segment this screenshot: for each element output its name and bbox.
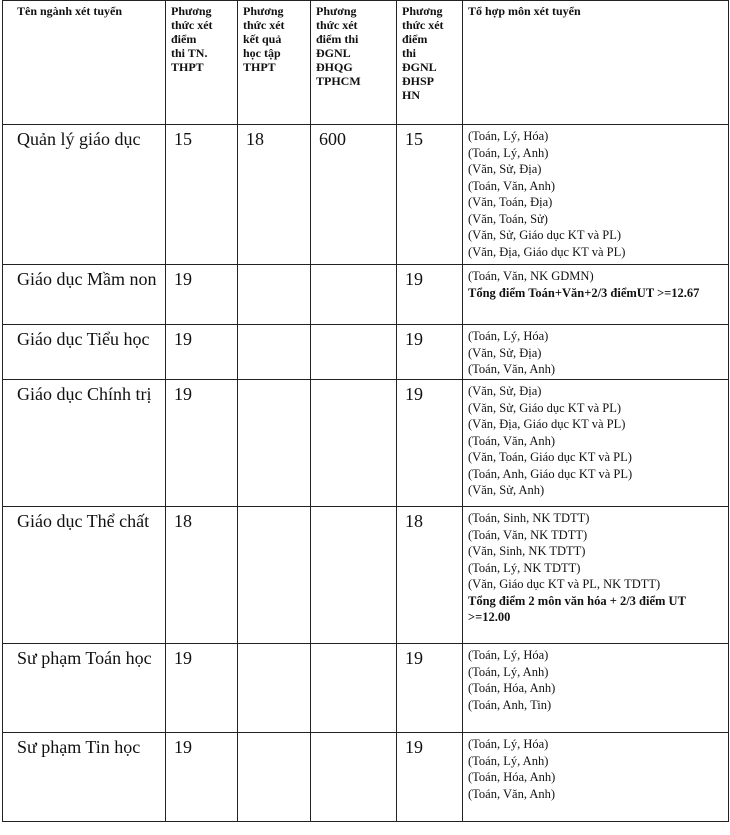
score-cell-m1: 19	[166, 733, 238, 822]
score-cell-m3	[311, 507, 397, 644]
combination-item: (Văn, Toán, Giáo dục KT và PL)	[468, 450, 632, 464]
combination-item: (Văn, Sinh, NK TDTT)	[468, 544, 586, 558]
subject-combinations-cell	[463, 380, 729, 507]
combination-item: (Toán, Anh, Giáo dục KT và PL)	[468, 466, 633, 481]
score-cell-m4: 15	[397, 125, 463, 265]
combination-item: (Văn, Sử, Giáo dục KT và PL)	[468, 228, 622, 242]
combination-item: (Toán, Lý, Hóa)	[468, 329, 549, 343]
combination-item: (Toán, Văn, Anh)	[468, 786, 556, 801]
subject-combinations-cell	[463, 125, 729, 265]
subject-combinations-cell	[463, 325, 729, 380]
header-program-name: Tên ngành xét tuyển	[3, 1, 166, 125]
score-cell-m3: 600	[311, 125, 397, 265]
score-cell-m3	[311, 325, 397, 380]
program-name-cell: Giáo dục Mầm non	[3, 265, 166, 325]
program-name-cell: Sư phạm Tin học	[3, 733, 166, 822]
header-line: thi	[402, 46, 417, 60]
score-cell-m1: 19	[166, 380, 238, 507]
subject-combinations-cell	[463, 733, 729, 822]
table-row	[3, 507, 729, 644]
score-cell-m4: 19	[397, 325, 463, 380]
score-cell-m4: 19	[397, 265, 463, 325]
score-cell-m3	[311, 733, 397, 822]
combination-item: (Toán, Anh, Tin)	[468, 697, 552, 712]
header-line: THPT	[171, 60, 204, 74]
score-cell-m1: 19	[166, 325, 238, 380]
score-cell-m2	[238, 325, 311, 380]
combination-item: (Toán, Lý, Anh)	[468, 664, 549, 679]
combination-item: (Văn, Sử, Địa)	[468, 345, 542, 360]
header-line: điểm	[171, 32, 197, 46]
combination-item: (Toán, Lý, Anh)	[468, 145, 549, 160]
combination-item: (Văn, Toán, Sử)	[468, 211, 548, 226]
table-row	[3, 265, 729, 325]
score-cell-m1: 18	[166, 507, 238, 644]
admission-score-table	[2, 0, 729, 822]
score-cell-m2	[238, 733, 311, 822]
combination-item: (Toán, Văn, Anh)	[468, 433, 556, 448]
score-cell-m3	[311, 380, 397, 507]
combination-item: (Toán, Văn, NK TDTT)	[468, 527, 588, 542]
score-cell-m4: 19	[397, 733, 463, 822]
header-line: thức xét	[316, 18, 358, 32]
score-cell-m1: 19	[166, 265, 238, 325]
header-line: thi TN.	[171, 46, 208, 60]
combination-item: (Văn, Sử, Anh)	[468, 483, 545, 497]
score-cell-m2	[238, 265, 311, 325]
header-line: ĐGNL	[402, 60, 437, 74]
combination-item: (Văn, Địa, Giáo dục KT và PL)	[468, 244, 626, 259]
header-line: điểm thi	[316, 32, 359, 46]
table-row	[3, 380, 729, 507]
score-cell-m3	[311, 265, 397, 325]
header-line: TPHCM	[316, 74, 361, 88]
subject-combinations-cell	[463, 644, 729, 733]
header-method-dgnl-hcm	[311, 1, 397, 125]
combination-item: (Toán, Hóa, Anh)	[468, 681, 556, 695]
header-line: thức xét	[243, 18, 285, 32]
score-condition-note: Tổng điểm 2 môn văn hóa + 2/3 điểm UT >=12.00	[468, 593, 686, 624]
score-cell-m4: 18	[397, 507, 463, 644]
combination-item: (Toán, Văn, Anh)	[468, 362, 556, 376]
header-line: HN	[402, 88, 420, 102]
header-line: Phương	[243, 4, 284, 18]
header-method-thpt-exam	[166, 1, 238, 125]
score-cell-m2	[238, 380, 311, 507]
header-line: Phương	[171, 4, 212, 18]
header-subject-combinations: Tổ hợp môn xét tuyển	[463, 1, 729, 125]
header-line: ĐHQG	[316, 60, 353, 74]
combination-item: (Văn, Giáo dục KT và PL, NK TDTT)	[468, 577, 661, 591]
program-name-cell: Sư phạm Toán học	[3, 644, 166, 733]
subject-combinations-cell	[463, 507, 729, 644]
subject-combinations-cell	[463, 265, 729, 325]
score-condition-note: Tổng điểm Toán+Văn+2/3 điểmUT >=12.67	[468, 285, 700, 300]
score-cell-m3	[311, 644, 397, 733]
header-line: THPT	[243, 60, 276, 74]
program-name-cell: Giáo dục Thể chất	[3, 507, 166, 644]
header-line: thức xét	[171, 18, 213, 32]
combination-item: (Văn, Sử, Địa)	[468, 384, 542, 398]
header-line: thức xét	[402, 18, 444, 32]
program-name-cell: Giáo dục Chính trị	[3, 380, 166, 507]
header-line: ĐHSP	[402, 74, 435, 88]
combination-item: (Toán, Văn, NK GDMN)	[468, 269, 594, 283]
combination-item: (Toán, Lý, Anh)	[468, 753, 549, 768]
score-cell-m1: 15	[166, 125, 238, 265]
combination-item: (Văn, Toán, Địa)	[468, 195, 553, 209]
program-name-cell: Giáo dục Tiểu học	[3, 325, 166, 380]
score-cell-m4: 19	[397, 380, 463, 507]
combination-item: (Toán, Lý, NK TDTT)	[468, 560, 581, 575]
header-line: kết quả	[243, 32, 282, 46]
program-name-cell: Quản lý giáo dục	[3, 125, 166, 265]
score-cell-m2	[238, 507, 311, 644]
header-line: ĐGNL	[316, 46, 351, 60]
header-line: học tập	[243, 46, 281, 60]
header-line: điểm	[402, 32, 428, 46]
score-cell-m2	[238, 644, 311, 733]
combination-item: (Toán, Lý, Hóa)	[468, 737, 549, 751]
table-row	[3, 325, 729, 380]
combination-item: (Toán, Lý, Hóa)	[468, 648, 549, 662]
combination-item: (Toán, Lý, Hóa)	[468, 129, 549, 143]
header-line: Phương	[402, 4, 443, 18]
score-cell-m4: 19	[397, 644, 463, 733]
table-body	[3, 125, 729, 822]
combination-item: (Văn, Sử, Địa)	[468, 162, 542, 176]
table-row	[3, 125, 729, 265]
table-row	[3, 733, 729, 822]
header-line: Phương	[316, 4, 357, 18]
score-cell-m1: 19	[166, 644, 238, 733]
combination-item: (Văn, Sử, Giáo dục KT và PL)	[468, 400, 622, 415]
combination-item: (Toán, Hóa, Anh)	[468, 770, 556, 784]
header-method-transcript	[238, 1, 311, 125]
combination-item: (Toán, Văn, Anh)	[468, 178, 556, 193]
header-method-dgnl-hnue	[397, 1, 463, 125]
score-cell-m2: 18	[238, 125, 311, 265]
header-row	[3, 1, 729, 125]
combination-item: (Văn, Địa, Giáo dục KT và PL)	[468, 417, 626, 431]
table-row	[3, 644, 729, 733]
combination-item: (Toán, Sinh, NK TDTT)	[468, 511, 590, 525]
